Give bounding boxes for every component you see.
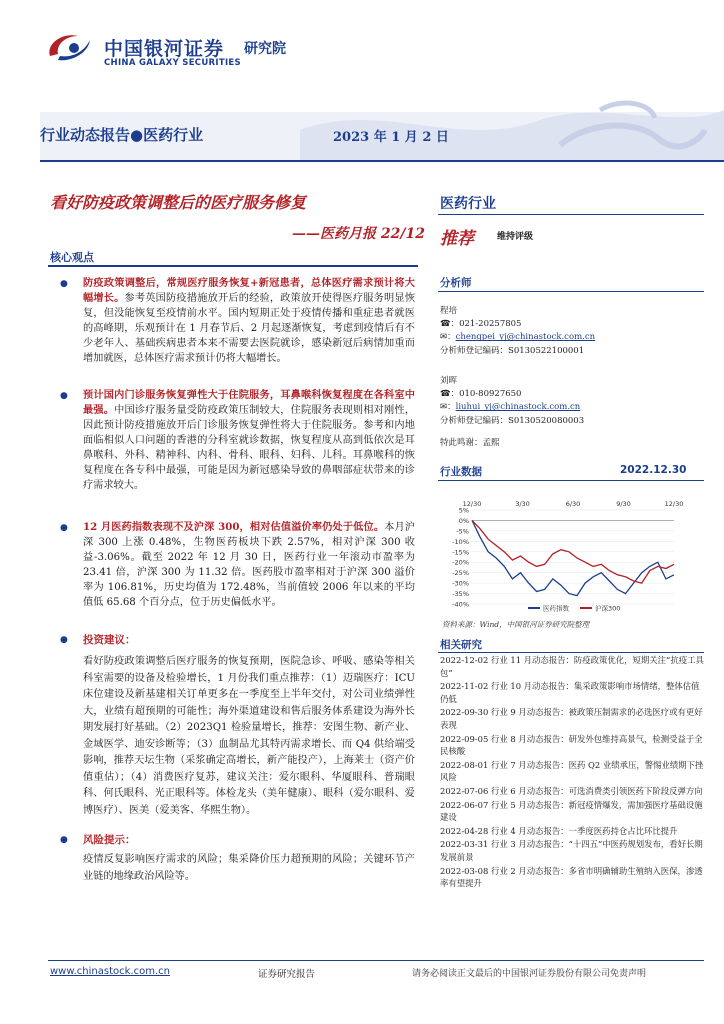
main-title: 看好防疫政策调整后的医疗服务修复 xyxy=(50,193,307,212)
divider xyxy=(438,291,704,292)
divider xyxy=(438,214,704,215)
divider xyxy=(48,265,418,267)
y-tick-label: -30% xyxy=(452,579,469,588)
chart-source: 资料来源：Wind，中国银河证券研究院整理 xyxy=(442,620,590,629)
y-tick-label: -20% xyxy=(452,558,469,567)
risk-heading: 风险提示： xyxy=(83,834,136,846)
analyst-email-link[interactable]: ✉：chengpei_yj@chinastock.com.cn xyxy=(440,332,596,343)
core-point-text: 中国诊疗服务量受防疫政策压制较大，住院服务表现则相对刚性，因此预计防疫措施放开后门诊服务恢复弹性将大于住院服务。参考和内地面临相似人口问题的香港的分科室就诊数据，恢复程度从高到低依次是耳鼻喉科、外科、精神科、内科、骨科、眼科、妇科、儿科。耳鼻喉科的恢复程度在各专科中最强，可能是因为新冠感染导致的鼻咽部症状带来的诊疗需求较大。 xyxy=(83,405,416,491)
x-tick-label: 12/30 xyxy=(664,500,684,508)
core-point-3 xyxy=(83,520,415,610)
rating-note: 维持评级 xyxy=(497,232,534,242)
invest-heading: 投资建议： xyxy=(83,634,136,646)
related-item[interactable]: 2022-11-02 行业 10 月动态报告：集采政策影响市场情绪，整体估值仍低 xyxy=(440,681,700,704)
brand-name-en: CHINA GALAXY SECURITIES xyxy=(104,58,241,68)
series-line xyxy=(472,520,674,595)
analyst-phone: ☎：010-80927650 xyxy=(440,389,522,400)
y-tick-label: -35% xyxy=(452,590,469,599)
analyst-name: 刘晖 xyxy=(440,376,458,386)
industry-label: 医药行业 xyxy=(440,196,496,212)
divider xyxy=(438,652,704,653)
core-point-lead: 12 月医药指数表现不及沪深 300，相对估值溢价率仍处于低位。 xyxy=(83,521,385,533)
footer-url-link[interactable]: www.chinastock.com.cn xyxy=(50,966,170,977)
galaxy-logo-icon xyxy=(44,30,94,64)
related-item[interactable]: 2022-04-28 行业 4 月动态报告：一季度医药持仓占比环比提升 xyxy=(440,825,678,836)
analyst-name: 程培 xyxy=(440,306,458,316)
core-point-text: 参考英国防疫措施放开后的经验，政策放开使得医疗服务明显恢复，但没能恢复至疫情前水平。国内短期正处于疫情传播和重症患者就医的高峰期，乐观预计在 1 月春节后、2 月起逐渐恢复，考虑到疫情后有不少老年人、基础疾病患者本来不需要去医院就诊，感染新冠后病情加重而增加就医，总体医疗需求预计仍将大幅增长。 xyxy=(83,293,416,364)
analyst-email-link[interactable]: ✉：liuhui_yj@chinastock.com.cn xyxy=(440,402,581,413)
divider xyxy=(48,960,704,961)
y-tick-label: -40% xyxy=(452,600,469,609)
core-point-text: 本月沪深 300 上涨 0.48%，生物医药板块下跌 2.57%，相对沪深 300 收益-3.06%。截至 2022 年 12 月 30 日，医药行业一年滚动市盈率为 23.41 倍，沪深 300 为 11.32 倍。医药股市盈率相对于沪深 300 溢价率为 106.81%，历史均值为 172.48%，当前值较 2006 年以来的平均值低 65.68 个百分点，位于历史偏低水平。 xyxy=(83,522,415,608)
legend-label: 医药指数 xyxy=(543,604,569,613)
footer-label: 证券研究报告 xyxy=(258,969,316,980)
core-point-lead: 预计国内门诊服务恢复弹性大于住院服务，耳鼻喉科恢复程度在各科室中最强。 xyxy=(83,389,415,416)
assistant-note: 特此鸣谢：孟熙 xyxy=(440,438,500,448)
x-tick-label: 3/30 xyxy=(515,500,530,508)
analyst-email[interactable]: liuhui_yj@chinastock.com.cn xyxy=(455,402,581,413)
core-point-2 xyxy=(83,388,415,493)
legend-label: 沪深300 xyxy=(595,604,621,613)
x-tick-label: 6/30 xyxy=(565,500,581,508)
bullet-icon: ● xyxy=(60,635,68,645)
market-heading: 行业数据 xyxy=(440,466,482,478)
bullet-icon: ● xyxy=(60,835,68,845)
industry-chart xyxy=(438,496,704,616)
footer-disclaimer: 请务必阅读正文最后的中国银河证券股份有限公司免责声明 xyxy=(412,969,647,979)
related-item[interactable]: 2022-09-30 行业 9 月动态报告：被政策压制需求的必选医疗或有更好表现 xyxy=(440,707,703,730)
core-heading: 核心观点 xyxy=(50,251,94,264)
rating: 推荐 xyxy=(440,229,474,249)
analyst-2 xyxy=(440,375,584,428)
bullet-icon: ● xyxy=(60,279,68,289)
y-tick-label: -15% xyxy=(452,548,469,557)
core-point-lead: 防疫政策调整后，常规医疗服务恢复+新冠患者，总体医疗需求预计将大幅增长。 xyxy=(83,277,415,304)
analyst-cert: 分析师登记编码：S0130520080003 xyxy=(440,415,585,426)
divider xyxy=(438,480,704,481)
y-tick-label: -10% xyxy=(452,537,469,546)
related-item[interactable]: 2022-12-02 行业 11 月动态报告：防疫政策优化，短期关注“抗疫工具包” xyxy=(440,655,704,678)
report-type: 行业动态报告●医药行业 xyxy=(40,126,204,144)
related-item[interactable]: 2022-03-08 行业 2 月动态报告：多省市明确辅助生殖纳入医保，渗透率有望提升 xyxy=(440,865,703,889)
analyst-phone: ☎：021-20257805 xyxy=(440,319,522,330)
market-date: 2022.12.30 xyxy=(620,464,687,476)
report-date: 2023 年 1 月 2 日 xyxy=(333,130,449,145)
risk-text: 疫情反复影响医疗需求的风险；集采降价压力超预期的风险；关键环节产业链的地缘政治风险等。 xyxy=(83,854,415,882)
invest-text: 看好防疫政策调整后医疗服务的恢复预期，医院急诊、呼吸、感染等相关科室需要的设备及检验增长，1 月份我们重点推荐：（1）迈瑞医疗：ICU 床位建设及新基建相关订单更多在一季度至上半年交付，对公司业绩弹性大，业绩有超预期的可能性；海外渠道建设和售后服务体系建设为海外长期发展打好基础。（2）2023Q1 检验量增长，推荐：安图生物、新产业、金域医学、迪安诊断等；（3）血制品尤其特丙需求增长、而 Q4 供给端受影响，推荐天坛生物（采浆确定高增长，新产能投产），上海莱士（资产价值重估）；（4）消费医疗复苏，建议关注：爱尔眼科、华厦眼科、普瑞眼科、何氏眼科、光正眼科等。体检龙头（美年健康）、眼科（爱尔眼科、爱博医疗）、医美（爱美客、华熙生物）。 xyxy=(83,656,415,816)
related-item[interactable]: 2022-07-06 行业 6 月动态报告：可选消费类引领医药下阶段反弹方向 xyxy=(440,785,703,796)
bullet-icon: ● xyxy=(60,523,68,533)
analyst-heading: 分析师 xyxy=(440,277,472,289)
y-tick-label: -5% xyxy=(456,527,469,536)
related-item[interactable]: 2022-06-07 行业 5 月动态报告：新冠疫情爆发，需加强医疗基础设施建设 xyxy=(440,799,703,823)
bullet-icon: ● xyxy=(60,391,68,401)
x-tick-label: 12/30 xyxy=(462,500,482,508)
analyst-cert: 分析师登记编码：S0130522100001 xyxy=(440,345,585,356)
related-item[interactable]: 2022-08-01 行业 7 月动态报告：医药 Q2 业绩承压，警惕业绩期下挫风险 xyxy=(440,759,704,783)
brand-department: 研究院 xyxy=(244,41,286,57)
related-item[interactable]: 2022-03-31 行业 3 月动态报告：“十四五”中医药规划发布，看好长期发展前景 xyxy=(440,839,703,862)
brand-name: 中国银河证券 xyxy=(104,38,225,60)
analyst-1 xyxy=(440,305,595,358)
related-item[interactable]: 2022-09-05 行业 8 月动态报告：研发外包维持高景气，检测受益于全民核酸 xyxy=(440,733,703,757)
y-tick-label: -25% xyxy=(452,569,469,578)
core-point-1 xyxy=(83,276,415,366)
sub-title: ——医药月报 22/12 xyxy=(292,226,425,242)
related-list xyxy=(440,654,706,891)
related-heading: 相关研究 xyxy=(440,639,482,651)
y-tick-label: 0% xyxy=(458,516,469,525)
analyst-email[interactable]: chengpei_yj@chinastock.com.cn xyxy=(455,332,596,343)
x-tick-label: 9/30 xyxy=(616,500,631,508)
y-tick-label: 5% xyxy=(458,506,469,515)
